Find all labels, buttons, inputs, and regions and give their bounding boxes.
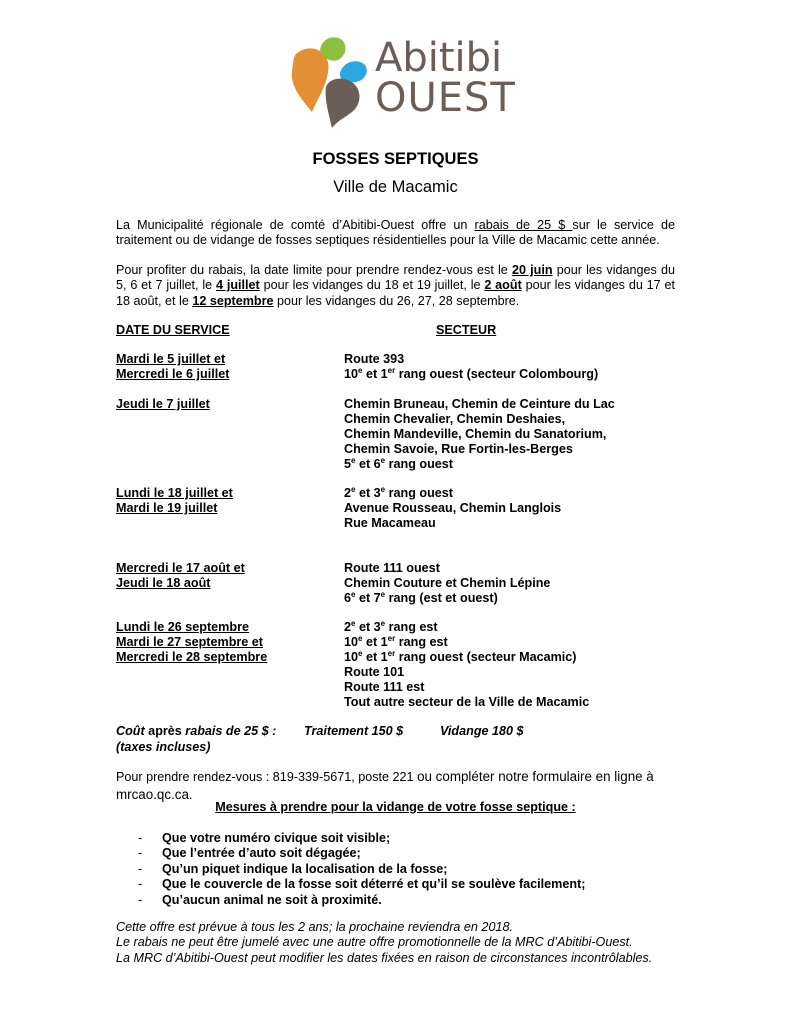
cost-label: Coût après rabais de 25 $ : (taxes incluses) <box>116 724 277 754</box>
schedule-sector: Route 111 est <box>344 680 425 694</box>
cost-vidange: Vidange 180 $ <box>440 724 524 738</box>
deadline-text-1: Pour profiter du rabais, la date limite pour prendre rendez-vous est le <box>116 263 512 277</box>
intro-paragraph <box>116 218 675 249</box>
schedule-date: Mercredi le 17 août et <box>116 561 245 575</box>
logo <box>290 32 516 132</box>
schedule-date: Mardi le 5 juillet et <box>116 352 226 366</box>
schedule-sector: 10e et 1er rang ouest (secteur Macamic) <box>344 648 577 664</box>
logo-mark-icon <box>290 32 375 132</box>
intro-after: sur le service de traitement ou de vidange de fosses septiques résidentielles pour la Ville de Macamic cette année. <box>116 218 675 248</box>
schedule-date: Mardi le 27 septembre et <box>116 635 263 649</box>
cost-taxes: (taxes incluses) <box>116 740 211 754</box>
schedule-date: Lundi le 26 septembre <box>116 620 249 634</box>
schedule-sector: 10e et 1er rang est <box>344 633 448 649</box>
schedule-sector: Tout autre secteur de la Ville de Macamic <box>344 695 590 709</box>
schedule-date: Mardi le 19 juillet <box>116 501 218 515</box>
deadline-date-1: 20 juin <box>511 263 553 277</box>
deadline-text-4: pour les vidanges du 17 et 18 août, et le <box>116 278 676 308</box>
deadline-date-2: 4 juillet <box>216 278 260 293</box>
schedule-sector: Chemin Mandeville, Chemin du Sanatorium, <box>344 427 607 441</box>
deadline-text-3: pour les vidanges du 18 et 19 juillet, le <box>259 278 485 293</box>
page-title: FOSSES SEPTIQUES <box>312 150 479 168</box>
schedule-date: Jeudi le 7 juillet <box>116 397 210 411</box>
schedule-sector: 6e et 7e rang (est et ouest) <box>344 589 498 605</box>
schedule-sector: Route 393 <box>344 352 405 366</box>
deadline-date-4: 12 septembre <box>192 293 274 308</box>
contact-online: ou compléter notre formulaire en ligne à mrcao.qc.ca. <box>116 769 654 802</box>
footer-notes <box>116 920 652 966</box>
schedule-sector: Route 101 <box>344 665 405 679</box>
footer-line: La MRC d’Abitibi-Ouest peut modifier les dates fixées en raison de circonstances incontrôlables. <box>116 950 653 965</box>
schedule-header-sector: SECTEUR <box>436 323 497 337</box>
schedule-sector: Route 111 ouest <box>344 561 440 575</box>
schedule-sector: Avenue Rousseau, Chemin Langlois <box>344 501 562 515</box>
intro-discount: rabais de 25 $ <box>474 218 573 232</box>
measures-title: Mesures à prendre pour la vidange de votre fosse septique : <box>215 800 576 814</box>
footer-line: Le rabais ne peut être jumelé avec une autre offre promotionnelle de la MRC d’Abitibi-Ouest. <box>116 935 633 950</box>
deadline-text-5: pour les vidanges du 26, 27, 28 septembre. <box>273 293 520 308</box>
schedule-sector: Chemin Chevalier, Chemin Deshaies, <box>344 412 566 426</box>
schedule-sector: Chemin Savoie, Rue Fortin-les-Berges <box>344 442 573 456</box>
logo-text-line1: Abitibi <box>375 35 503 81</box>
schedule-sector: Chemin Bruneau, Chemin de Ceinture du Lac <box>344 397 615 411</box>
deadline-date-3: 2 août <box>484 278 522 293</box>
schedule-date: Mercredi le 28 septembre <box>116 650 268 664</box>
contact-paragraph <box>116 768 686 803</box>
deadline-paragraph <box>116 263 675 309</box>
footer-line: Cette offre est prévue à tous les 2 ans; la prochaine reviendra en 2018. <box>116 920 513 934</box>
schedule-sector: 2e et 3e rang est <box>344 618 438 634</box>
contact-phone: Pour prendre rendez-vous : 819-339-5671, poste 221 <box>116 770 418 784</box>
schedule-sector: 10e et 1er rang ouest (secteur Colombourg) <box>344 365 599 381</box>
logo-text-line2: OUEST <box>375 75 516 121</box>
cost-treatment: Traitement 150 $ <box>304 724 404 738</box>
schedule-sector: Chemin Couture et Chemin Lépine <box>344 576 551 590</box>
schedule-date: Jeudi le 18 août <box>116 576 211 590</box>
schedule-date: Mercredi le 6 juillet <box>116 367 230 381</box>
schedule-sector: Rue Macameau <box>344 516 436 530</box>
schedule-header-date: DATE DU SERVICE <box>116 323 230 337</box>
schedule-sector: 5e et 6e rang ouest <box>344 455 454 471</box>
deadline-text-2: pour les vidanges du 5, 6 et 7 juillet, le <box>116 263 676 293</box>
schedule-sector: 2e et 3e rang ouest <box>344 484 454 500</box>
schedule-date: Lundi le 18 juillet et <box>116 486 233 500</box>
page-subtitle: Ville de Macamic <box>333 178 458 196</box>
intro-before: La Municipalité régionale de comté d’Abitibi-Ouest offre un <box>116 218 475 232</box>
